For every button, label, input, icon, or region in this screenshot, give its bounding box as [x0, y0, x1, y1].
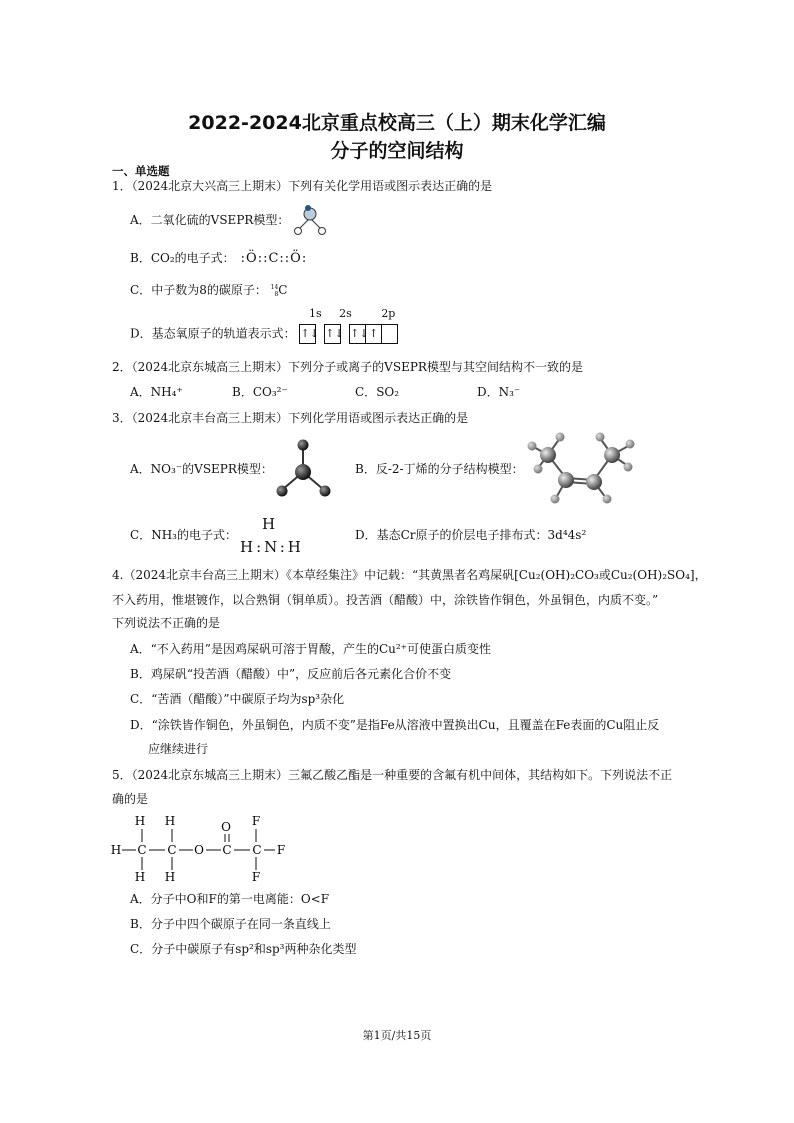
document-title-line2: 分子的空间结构 [330, 140, 464, 162]
q4-option-c [130, 690, 344, 708]
option-label: D． [130, 326, 152, 341]
so2-vsepr-model-image [290, 200, 330, 238]
question-5-stem-line1 [112, 766, 672, 784]
option-label: B． [355, 462, 376, 476]
question-stem: （2024北京丰台高三上期末）下列化学用语或图示表达正确的是 [131, 411, 469, 425]
option-label: B． [232, 385, 253, 399]
option-label: B． [130, 667, 151, 681]
question-3 [112, 409, 468, 427]
atom-label: O [221, 820, 231, 834]
orbital-label: 2p [381, 307, 396, 320]
q5-option-a [130, 890, 329, 908]
q1-option-c [130, 281, 287, 299]
question-number: 5． [112, 768, 132, 782]
orbital-box: ↑↓ [299, 324, 316, 344]
option-label: C． [130, 942, 152, 956]
question-4-stem-line2: 不入药用，惟堪镀作，以合熟铜（铜单质）。投苦酒（醋酸）中，涂铁皆作铜色，外虽铜色，内质不变。” [112, 593, 659, 607]
section-title: 一、单选题 [112, 164, 170, 178]
orbital-label: 1s [309, 307, 322, 320]
isotope-symbol: C [278, 283, 288, 297]
option-text: N₃⁻ [498, 385, 521, 399]
atom-label: C [222, 843, 232, 857]
ethyl-trifluoroacetate-structure [110, 812, 310, 888]
option-text: “苦酒（醋酸）”中碳原子均为sp³杂化 [151, 692, 345, 706]
atom-label: H [134, 870, 146, 884]
q3-option-a [130, 460, 273, 478]
question-5-stem-line2: 确的是 [112, 792, 149, 806]
isotope-atomic-number: 8 [274, 290, 279, 298]
option-label: B． [130, 251, 151, 265]
option-label: D． [477, 385, 499, 399]
option-label: B． [130, 917, 151, 931]
trans-2-butene-model-image [520, 428, 640, 508]
option-text: SO₂ [376, 385, 400, 399]
atom-label: H [110, 843, 122, 857]
question-number: 2． [112, 360, 132, 374]
atom-label: C [167, 843, 177, 857]
option-text: 分子中O和F的第一电离能：O<F [150, 892, 330, 906]
q4-option-d [130, 716, 659, 734]
option-text: 分子中碳原子有sp²和sp³两种杂化类型 [151, 942, 357, 956]
option-label: C． [130, 283, 152, 297]
orbital-box: ↑↓ [349, 324, 366, 344]
option-text: “不入药用”是因鸡屎矾可溶于胃酸，产生的Cu²⁺可使蛋白质变性 [150, 642, 491, 656]
q2-option-d [477, 383, 520, 401]
orbital-labels [309, 305, 395, 323]
question-stem: （2024北京东城高三上期末）下列分子或离子的VSEPR模型与其空间结构不一致的是 [131, 360, 583, 374]
orbital-box: ↑↓ [324, 324, 341, 344]
q1-option-a [130, 211, 289, 229]
question-4-stem-line3: 下列说法不正确的是 [112, 616, 221, 630]
option-text: NH₃的电子式： [151, 528, 237, 542]
nh3-electron-top: H [262, 515, 276, 533]
option-label: A． [130, 892, 151, 906]
orbital-box [381, 324, 398, 344]
option-text: 中子数为8的碳原子： [151, 283, 267, 297]
atom-label: F [251, 870, 261, 884]
q2-option-c [355, 383, 399, 401]
nh3-electron-bottom: H:N:H [240, 538, 304, 556]
q5-option-c [130, 940, 357, 958]
option-text: NH₄⁺ [150, 385, 183, 399]
q3-option-c [130, 526, 237, 544]
atom-label: F [276, 843, 286, 857]
isotope-mass: 14 [270, 283, 279, 291]
option-label: A． [130, 642, 151, 656]
option-label: C． [130, 692, 152, 706]
option-text: 二氧化硫的VSEPR模型： [150, 213, 290, 227]
q4-option-b [130, 665, 451, 683]
option-text: 基态氧原子的轨道表示式： [151, 326, 296, 341]
orbital-box: ↑ [365, 324, 382, 344]
option-label: C． [355, 385, 377, 399]
atom-label: C [252, 843, 262, 857]
question-number: 1． [112, 179, 132, 193]
option-label: A． [130, 213, 151, 227]
co2-electron-formula: :Ö::C::Ö: [240, 251, 308, 266]
question-2 [112, 358, 583, 376]
document-title-line1: 2022-2024北京重点校高三（上）期末化学汇编 [188, 112, 606, 134]
option-text: 分子中四个碳原子在同一条直线上 [150, 917, 331, 931]
atom-label: H [164, 814, 176, 828]
question-stem: （2024北京东城高三上期末）三氟乙酸乙酯是一种重要的含氟有机中间体，其结构如下。下列说法不正 [131, 768, 673, 782]
option-label: A． [130, 462, 151, 476]
option-text: NO₃⁻的VSEPR模型： [150, 462, 273, 476]
no3-vsepr-model-image [268, 438, 338, 500]
option-text: CO₂的电子式： [150, 251, 235, 265]
atom-label: O [194, 843, 204, 857]
option-text: CO₃²⁻ [252, 385, 288, 399]
atom-label: H [134, 814, 146, 828]
q2-option-a [130, 383, 183, 401]
q1-option-d [130, 324, 398, 344]
atom-label: F [251, 814, 261, 828]
q5-option-b [130, 915, 331, 933]
option-label: D． [355, 528, 377, 542]
question-stem: （2024北京丰台高三上期末）《本草经集注》中记载：“其黄黑者名鸡屎矾[Cu₂(OH)₂CO₃或Cu₂(OH)₂SO₄]， [123, 568, 707, 582]
option-label: D． [130, 718, 152, 732]
question-4-stem-line1 [112, 566, 707, 584]
option-text: 鸡屎矾“投苦酒（醋酸）中”，反应前后各元素化合价不变 [150, 667, 452, 681]
option-text: 基态Cr原子的价层电子排布式：3d⁴4s² [376, 528, 587, 542]
option-text: “涂铁皆作铜色，外虽铜色，内质不变”是指Fe从溶液中置换出Cu，且覆盖在Fe表面的Cu阻止反 [151, 718, 660, 732]
atom-label: H [164, 870, 176, 884]
q3-option-d [355, 526, 586, 544]
option-text: 反-2-丁烯的分子结构模型： [375, 462, 524, 476]
q4-option-a [130, 640, 491, 658]
q3-option-b [355, 460, 524, 478]
q2-option-b [232, 383, 288, 401]
question-number: 4. [112, 568, 124, 582]
q4-option-d-continued: 应继续进行 [148, 742, 209, 756]
page-footer: 第1页/共15页 [362, 1029, 432, 1042]
option-label: C． [130, 528, 152, 542]
option-label: A． [130, 385, 151, 399]
atom-label: C [137, 843, 147, 857]
question-stem: （2024北京大兴高三上期末）下列有关化学用语或图示表达正确的是 [131, 179, 493, 193]
q1-option-b [130, 249, 307, 268]
orbital-label: 2s [339, 307, 352, 320]
question-number: 3． [112, 411, 132, 425]
question-1 [112, 177, 492, 195]
